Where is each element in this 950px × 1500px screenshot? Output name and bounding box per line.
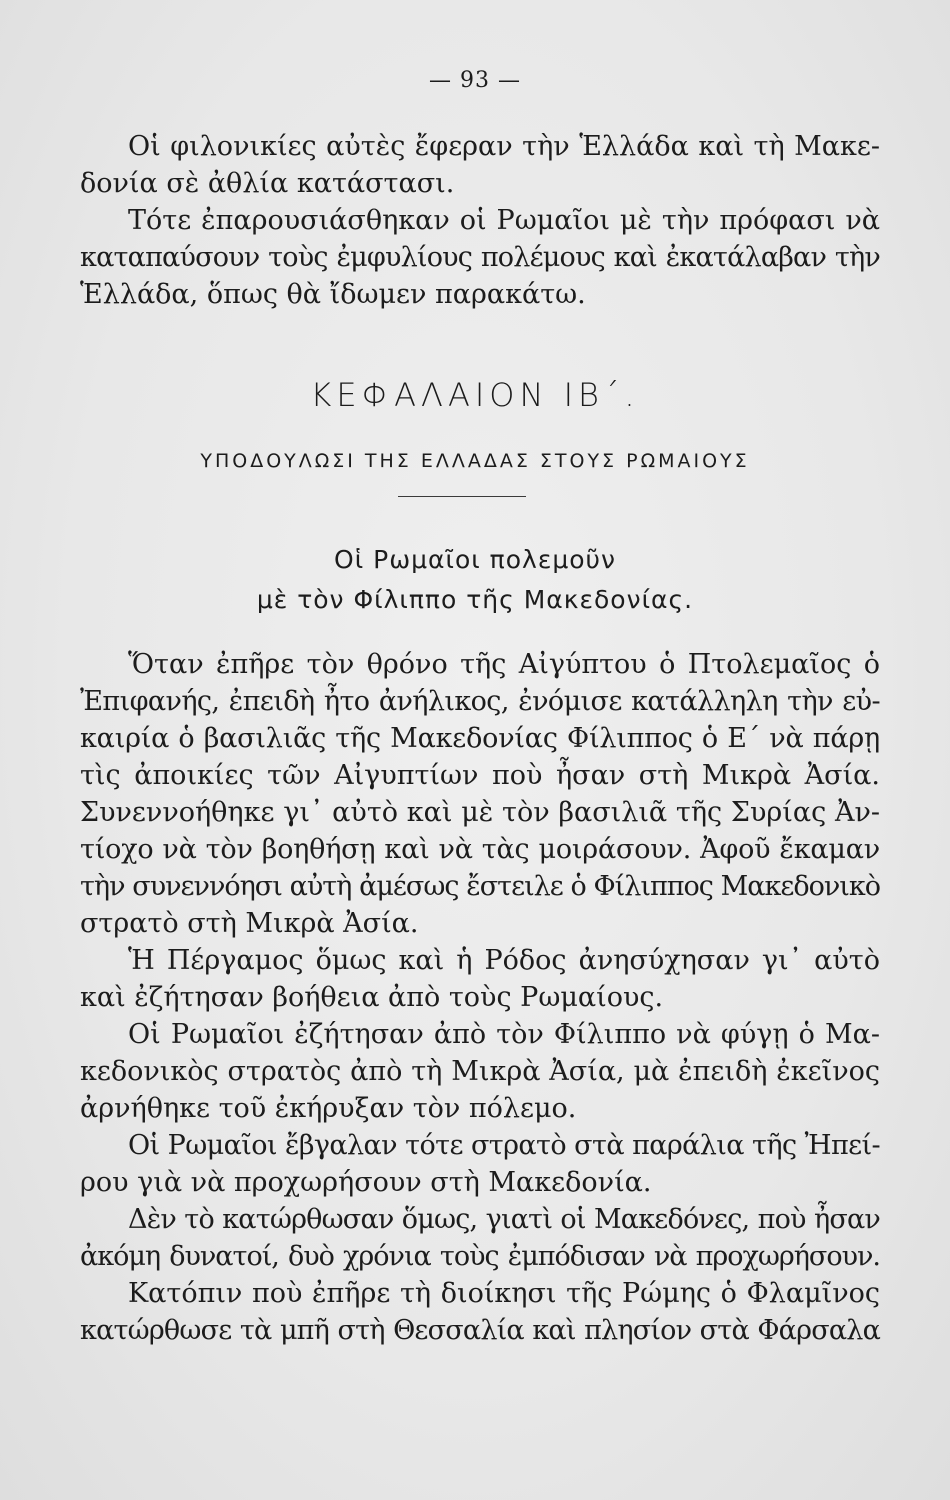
divider-rule bbox=[398, 496, 526, 497]
text-line: στρατὸ στὴ Μικρὰ Ἀσία. bbox=[80, 908, 419, 939]
text-line: κατώρθωσε τὰ μπῆ στὴ Θεσσαλία καὶ πλησίον στὰ Φάρσαλα bbox=[80, 1315, 880, 1346]
section-heading-line-2: μὲ τὸν Φίλιππο τῆς Μακεδονίας. bbox=[256, 585, 694, 614]
text-line: Ἑλλάδα, ὅπως θὰ ἴδωμεν παρακάτω. bbox=[80, 279, 586, 310]
page-number: — 93 — bbox=[429, 68, 521, 93]
text-line: καὶ ἐζήτησαν βοήθεια ἀπὸ τοὺς Ρωμαίους. bbox=[80, 982, 664, 1013]
text-line: Κατόπιν ποὺ ἐπῆρε τὴ διοίκησι τῆς Ρώμης ὁ Φλαμῖνος bbox=[128, 1278, 880, 1309]
text-line: Ἡ Πέργαμος ὅμως καὶ ἡ Ρόδος ἀνησύχησαν γι᾽ αὐτὸ bbox=[128, 945, 880, 976]
text-line: Δὲν τὸ κατώρθωσαν ὅμως, γιατὶ οἱ Μακεδόνες, ποὺ ἦσαν bbox=[128, 1204, 880, 1235]
text-line: Συνεννοήθηκε γι᾽ αὐτὸ καὶ μὲ τὸν βασιλιᾶ τῆς Συρίας Ἀν- bbox=[80, 797, 880, 828]
section-heading-line-1: Οἱ Ρωμαῖοι πολεμοῦν bbox=[334, 545, 616, 574]
text-line: καιρία ὁ βασιλιᾶς τῆς Μακεδονίας Φίλιππος ὁ Ε΄ νὰ πάρῃ bbox=[80, 723, 880, 754]
text-line: Ἐπιφανής, ἐπειδὴ ἦτο ἀνήλικος, ἐνόμισε κατάλληλη τὴν εὐ- bbox=[80, 686, 880, 717]
text-line: Τότε ἐπαρουσιάσθηκαν οἱ Ρωμαῖοι μὲ τὴν πρόφασι νὰ bbox=[128, 205, 880, 236]
intro-paragraphs bbox=[80, 128, 880, 313]
text-line: καταπαύσουν τοὺς ἐμφυλίους πολέμους καὶ ἐκατάλαβαν τὴν bbox=[80, 242, 880, 273]
text-line: ἀκόμη δυνατοί, δυὸ χρόνια τοὺς ἐμπόδισαν νὰ προχωρήσουν. bbox=[80, 1241, 880, 1272]
chapter-subtitle: ΥΠΟΔΟΥΛΩΣΙ ΤΗΣ ΕΛΛΑΔΑΣ ΣΤΟΥΣ ΡΩΜΑΙΟΥΣ bbox=[200, 450, 750, 472]
text-line: Οἱ Ρωμαῖοι ἐζήτησαν ἀπὸ τὸν Φίλιππο νὰ φύγῃ ὁ Μα- bbox=[128, 1019, 880, 1050]
text-line: Ὅταν ἐπῆρε τὸν θρόνο τῆς Αἰγύπτου ὁ Πτολεμαῖος ὁ bbox=[128, 649, 880, 680]
text-line: τίοχο νὰ τὸν βοηθήσῃ καὶ νὰ τὰς μοιράσουν. Ἀφοῦ ἔκαμαν bbox=[80, 834, 880, 865]
text-line: τὴν συνεννόησι αὐτὴ ἀμέσως ἔστειλε ὁ Φίλιππος Μακεδονικὸ bbox=[80, 871, 880, 902]
section-heading bbox=[0, 540, 950, 620]
text-line: τὶς ἀποικίες τῶν Αἰγυπτίων ποὺ ἦσαν στὴ Μικρὰ Ἀσία. bbox=[80, 760, 880, 791]
chapter-title: ΚΕΦΑΛΑΙΟΝ ΙΒ΄. bbox=[310, 376, 640, 414]
text-line: Οἱ Ρωμαῖοι ἔβγαλαν τότε στρατὸ στὰ παράλια τῆς Ἠπεί- bbox=[128, 1130, 880, 1161]
main-text bbox=[80, 646, 880, 1349]
text-line: ρου γιὰ νὰ προχωρήσουν στὴ Μακεδονία. bbox=[80, 1167, 652, 1198]
text-line: κεδονικὸς στρατὸς ἀπὸ τὴ Μικρὰ Ἀσία, μὰ ἐπειδὴ ἐκεῖνος bbox=[80, 1056, 880, 1087]
text-line: ἀρνήθηκε τοῦ ἐκήρυξαν τὸν πόλεμο. bbox=[80, 1093, 577, 1124]
text-line: Οἱ φιλονικίες αὐτὲς ἔφεραν τὴν Ἑλλάδα καὶ τὴ Μακε- bbox=[128, 131, 880, 162]
text-line: δονία σὲ ἀθλία κατάστασι. bbox=[80, 168, 455, 199]
